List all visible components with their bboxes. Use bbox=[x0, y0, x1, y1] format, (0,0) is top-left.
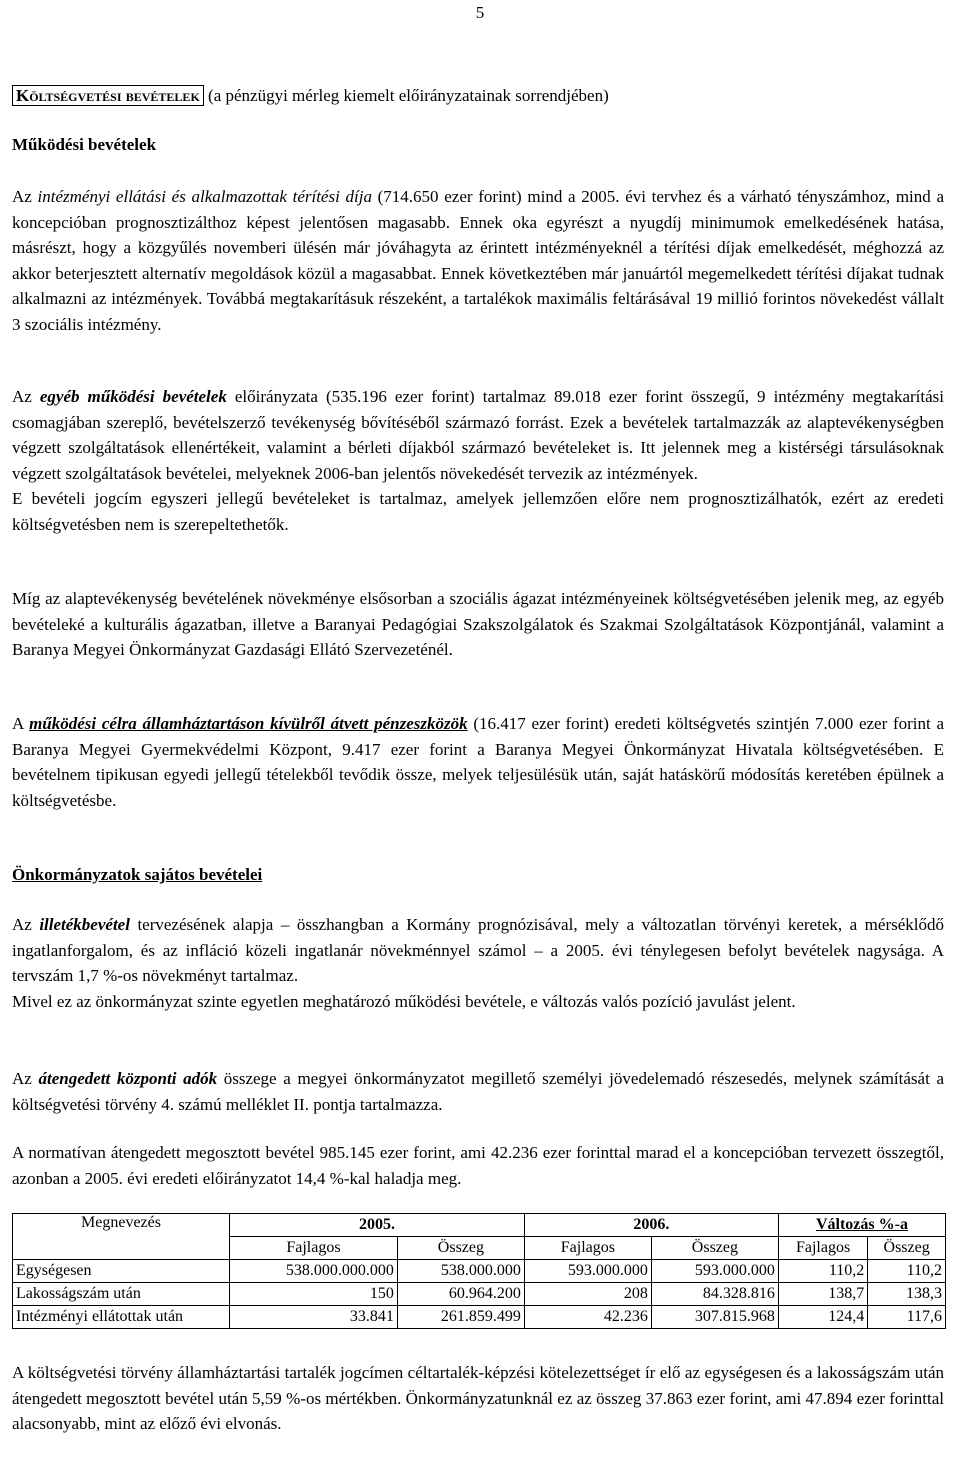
sub-header: Fajlagos bbox=[524, 1237, 651, 1260]
p1-text-b: (714.650 ezer forint) mind a 2005. évi tervhez és a várható tényszámhoz, mind a koncepcióban prognosztizálthoz képest jelentősen magasabb. Ennek oka egyrészt a nyugdíj minimumok emelkedésének hatása, másrészt, hogy a közgyűlés novemberi ülésén már jóváhagyta az érintett intézményeknél a térítési díjak emelkedését, méghozzá az akkor beterjesztett alternatív megoldások közül a magasabbat. Ennek következtében már januártól megemelkedett térítési díjakat tudnak alkalmazni az intézmények. Továbbá megtakarításuk részeként, a tartalékok maximális feltárásával 19 millió forintos növekedést vállalt 3 szociális intézmény. bbox=[12, 187, 945, 334]
cell: 42.236 bbox=[524, 1306, 651, 1329]
col-2005-header: 2005. bbox=[230, 1214, 525, 1237]
p1-emph: intézményi ellátási és alkalmazottak térítési díja bbox=[37, 187, 372, 206]
col-2006-header: 2006. bbox=[524, 1214, 778, 1237]
p5-text-a: Az bbox=[12, 915, 40, 934]
p6-text-a: Az bbox=[12, 1069, 39, 1088]
p2-emph: egyéb működési bevételek bbox=[39, 387, 227, 406]
data-table bbox=[12, 1213, 946, 1329]
cell: 110,2 bbox=[778, 1260, 867, 1283]
col-change-header: Változás %-a bbox=[778, 1214, 945, 1237]
cell: 33.841 bbox=[230, 1306, 398, 1329]
sub-header: Összeg bbox=[651, 1237, 778, 1260]
paragraph-1 bbox=[12, 184, 944, 337]
title-rest: (a pénzügyi mérleg kiemelt előirányzatainak sorrendjében) bbox=[203, 86, 609, 105]
page-number: 5 bbox=[475, 3, 485, 22]
paragraph-7: A normatívan átengedett megosztott bevétel 985.145 ezer forint, ami 42.236 ezer forinttal marad el a koncepcióban tervezett összegtől, azonban a 2005. évi eredeti előirányzatot 14,4 %-kal haladja meg. bbox=[12, 1143, 944, 1188]
cell: 538.000.000 bbox=[397, 1260, 524, 1283]
table-row bbox=[13, 1260, 946, 1283]
cell: 124,4 bbox=[778, 1306, 867, 1329]
table-header-row bbox=[13, 1214, 946, 1237]
sub-header: Összeg bbox=[868, 1237, 946, 1260]
cell: 593.000.000 bbox=[524, 1260, 651, 1283]
p5-text-c: Mivel ez az önkormányzat szinte egyetlen meghatározó működési bevétele, e változás valós pozíció javulást jelent. bbox=[12, 991, 796, 1011]
sub-header: Összeg bbox=[397, 1237, 524, 1260]
p4-text-a: A bbox=[12, 714, 30, 733]
paragraph-3: Míg az alaptevékenység bevételének növekménye elsősorban a szociális ágazat intézményeinek költségvetésében jelenik meg, az egyéb bevételeké a kulturális ágazatban, illetve a Baranyai Pedagógiai Szakszolgálatok és Szakmai Szolgáltatások Központjánál, valamint a Baranya Megyei Önkormányzat Gazdasági Ellátó Szervezeténél. bbox=[12, 589, 944, 659]
paragraph-6 bbox=[12, 1066, 944, 1117]
heading-mukodesi: Működési bevételek bbox=[12, 135, 157, 154]
p5-text-b: tervezésének alapja – összhangban a Kormány prognózisával, mely a változatlan törvényi keretek, a mérséklődő ingatlanforgalom, és az infláció közeli ingatlanár növekménnyel számol – a 2005. évi ténylegesen befolyt bevételek nagysága. A tervszám 1,7 %-os növekményt tartalmaz. bbox=[12, 915, 944, 985]
row-label: Lakosságszám után bbox=[13, 1283, 230, 1306]
cell: 110,2 bbox=[868, 1260, 946, 1283]
cell: 84.328.816 bbox=[651, 1283, 778, 1306]
cell: 208 bbox=[524, 1283, 651, 1306]
cell: 60.964.200 bbox=[397, 1283, 524, 1306]
p4-text-b: (16.417 ezer forint) eredeti költségvetés szintjén 7.000 ezer forint a Baranya Megyei Gyermekvédelmi Központ, 9.417 ezer forint a Baranya Megyei Önkormányzat Hivatala költségvetésében. E bevételnem tipikusan egyedi jellegű tételekből tevődik össze, melyek teljesülésük után, saját hatáskörű módosítás keretében épülnek a költségvetésbe. bbox=[12, 714, 945, 810]
cell: 261.859.499 bbox=[397, 1306, 524, 1329]
paragraph-5 bbox=[12, 912, 944, 1014]
cell: 150 bbox=[230, 1283, 398, 1306]
p5-emph: illetékbevétel bbox=[39, 915, 130, 934]
row-label: Egységesen bbox=[13, 1260, 230, 1283]
p6-text-b: összege a megyei önkormányzatot megillető személyi jövedelemadó részesedés, melynek számítását a költségvetési törvény 4. számú melléklet II. pontja tartalmazza. bbox=[12, 1069, 945, 1114]
col-name-header: Megnevezés bbox=[13, 1214, 230, 1260]
cell: 138,3 bbox=[868, 1283, 946, 1306]
p2-text-b: előirányzata (535.196 ezer forint) tartalmaz 89.018 ezer forint összegű, 9 intézmény megtakarítási csomagjában szereplő, bevételszerző tevékenység bővítéséből származó forrást. Ezek a bevételek tartalmazzák az alaptevékenységben végzett szolgáltatások ellenértékeit, valamint a bérleti díjakból származó bevételeket is. Itt jelennek meg a kistérségi társulásoknak végzett szolgáltatások bevételei, melyeknek 2006-ban jelentős növekedését tervezik az intézmények. bbox=[12, 387, 945, 483]
p1-text-a: Az bbox=[12, 187, 38, 206]
p6-emph: átengedett központi adók bbox=[38, 1069, 218, 1088]
sub-header: Fajlagos bbox=[778, 1237, 867, 1260]
cell: 138,7 bbox=[778, 1283, 867, 1306]
section-title bbox=[12, 83, 944, 109]
p2-text-c: E bevételi jogcím egyszeri jellegű bevételeket is tartalmaz, amelyek jellemzően előre nem prognosztizálhatók, ezért az eredeti költségvetésben nem is szerepeltethetők. bbox=[12, 489, 944, 534]
paragraph-8: A költségvetési törvény államháztartási tartalék jogcímen céltartalék-képzési kötelezettséget ír elő az egységesen és a lakosságszám után átengedett megosztott bevétel után 5,59 %-os mértékben. Önkormányzatunknál ez az összeg 37.863 ezer forint, ami 47.894 ezer forinttal alacsonyabb, mint az előző évi elvonás. bbox=[12, 1363, 944, 1433]
table-row bbox=[13, 1306, 946, 1329]
cell: 307.815.968 bbox=[651, 1306, 778, 1329]
cell: 117,6 bbox=[868, 1306, 946, 1329]
sub-header: Fajlagos bbox=[230, 1237, 398, 1260]
row-label: Intézményi ellátottak után bbox=[13, 1306, 230, 1329]
heading-onkormanyzatok: Önkormányzatok sajátos bevételei bbox=[12, 865, 263, 884]
p4-emph: működési célra államháztartáson kívülről átvett pénzeszközök bbox=[29, 714, 468, 733]
paragraph-4 bbox=[12, 711, 944, 813]
title-box: Költségvetési bevételek bbox=[12, 85, 204, 106]
paragraph-2 bbox=[12, 384, 944, 537]
cell: 538.000.000.000 bbox=[230, 1260, 398, 1283]
table-row bbox=[13, 1283, 946, 1306]
p2-text-a: Az bbox=[12, 387, 40, 406]
cell: 593.000.000 bbox=[651, 1260, 778, 1283]
